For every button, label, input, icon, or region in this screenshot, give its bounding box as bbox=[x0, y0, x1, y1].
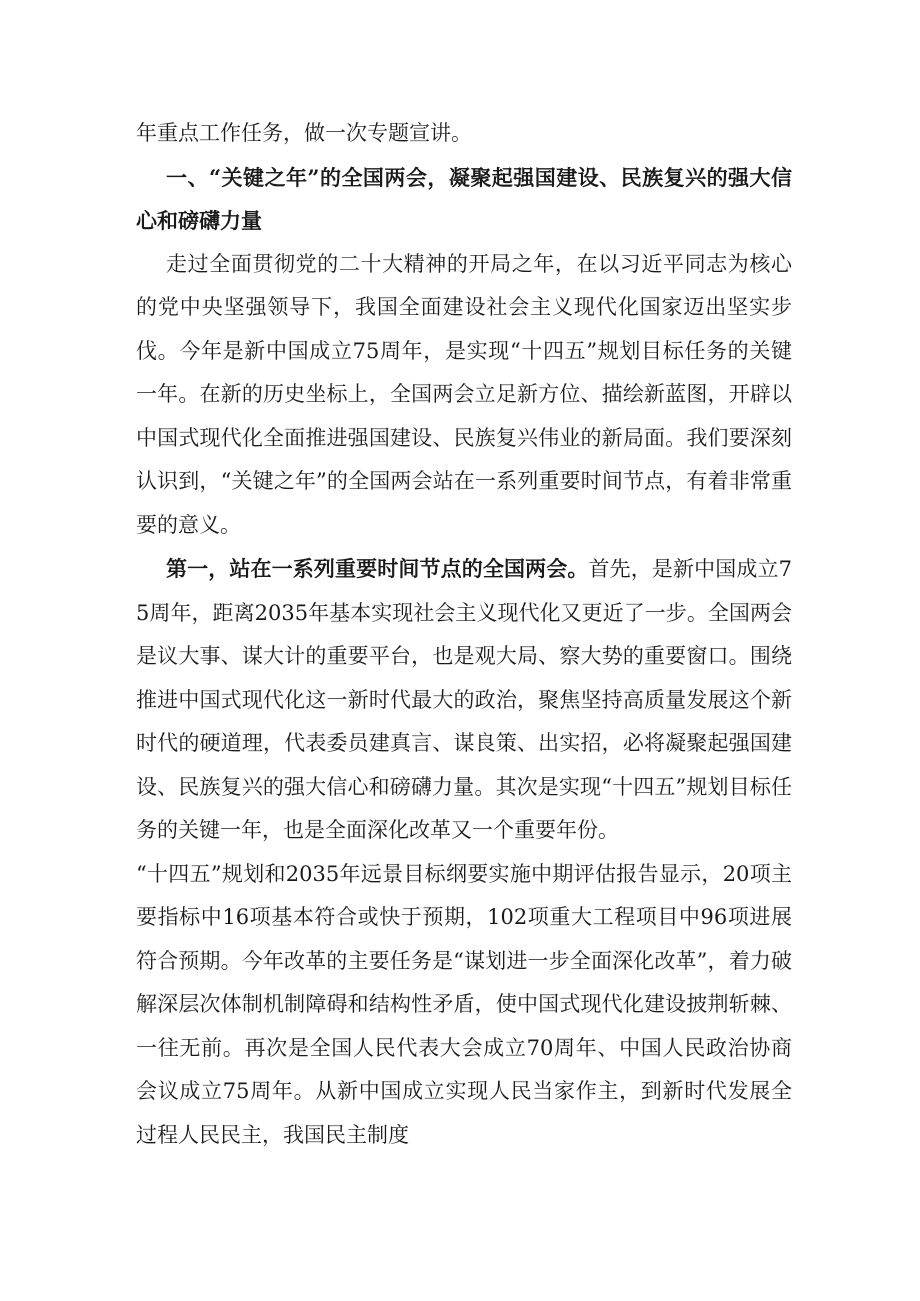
paragraph-lead-text: 第一，站在一系列重要时间节点的全国两会。 bbox=[166, 556, 589, 581]
paragraph-review: “十四五”规划和2035年远景目标纲要实施中期评估报告显示，20项主要指标中16项基本符合或快于预期，102项重大工程项目中96项进展符合预期。今年改革的主要任务是“谋划进一步全面深化改革”，着力破解深层次体制机制障碍和结构性矛盾，使中国式现代化建设披荆斩棘、一往无前。再次是全国人民代表大会成立70周年、中国人民政治协商会议成立75周年。从新中国成立实现人民当家作主，到新时代发展全过程人民民主，我国民主制度 bbox=[136, 861, 792, 1147]
paragraph-intro: 走过全面贯彻党的二十大精神的开局之年，在以习近平同志为核心的党中央坚强领导下，我国全面建设社会主义现代化国家迈出坚实步伐。今年是新中国成立75周年，是实现“十四五”规划目标任务的关键一年。在新的历史坐标上，全国两会立足新方位、描绘新蓝图，开辟以中国式现代化全面推进强国建设、民族复兴伟业的新局面。我们要深刻认识到，“关键之年”的全国两会站在一系列重要时间节点，有着非常重要的意义。 bbox=[136, 251, 792, 537]
paragraph-body-text: 首先，是新中国成立75周年，距离2035年基本实现社会主义现代化又更近了一步。全国两会是议大事、谋大计的重要平台，也是观大局、察大势的重要窗口。围绕推进中国式现代化这一新时代最大的政治，聚焦坚持高质量发展这个新时代的硬道理，代表委员建真言、谋良策、出实招，必将凝聚起强国建设、民族复兴的强大信心和磅礴力量。其次是实现“十四五”规划目标任务的关键一年，也是全面深化改革又一个重要年份。 bbox=[136, 557, 792, 842]
section-heading: 一、“关键之年”的全国两会，凝聚起强国建设、民族复兴的强大信心和磅礴力量 bbox=[136, 164, 792, 233]
paragraph-continuation: 年重点工作任务，做一次专题宣讲。 bbox=[136, 121, 472, 145]
paragraph-first-point bbox=[136, 547, 792, 853]
